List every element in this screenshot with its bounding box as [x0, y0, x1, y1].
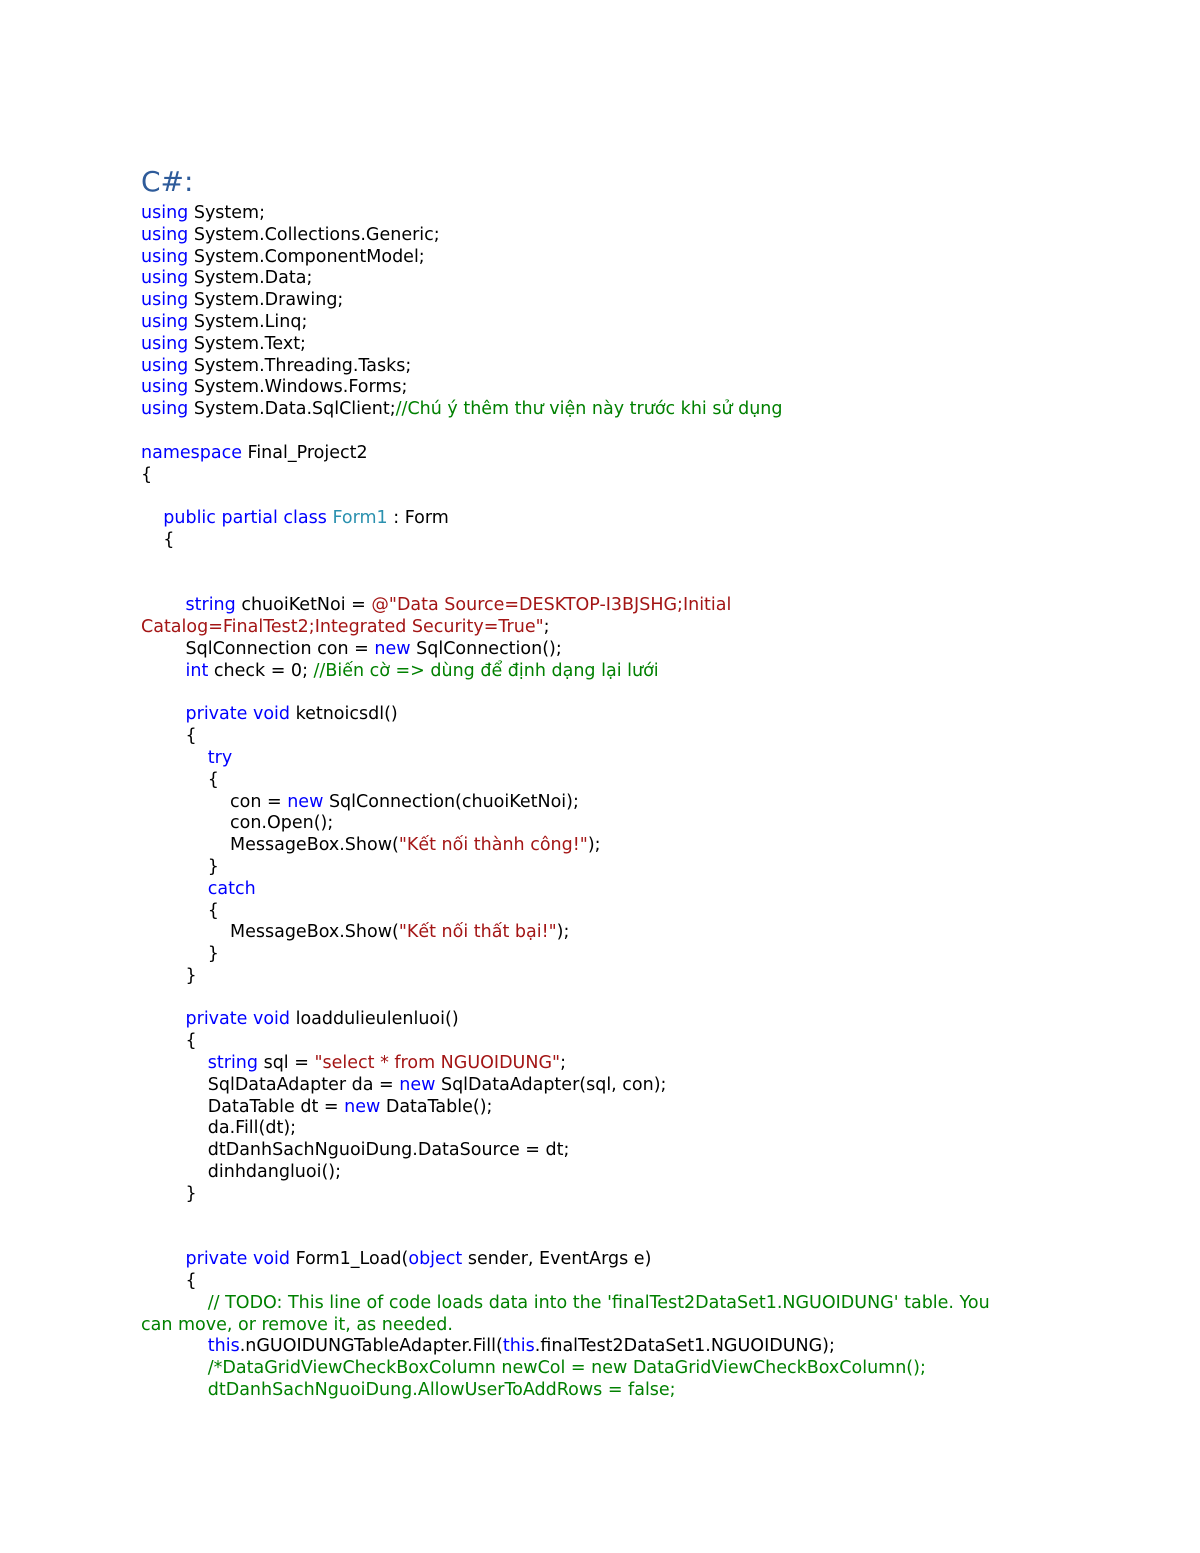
code-text: System.Data.SqlClient;	[188, 399, 396, 420]
code-comment: //Biến cờ => dùng để định dạng lại lưới	[313, 660, 659, 681]
code-text: System.Text;	[188, 333, 306, 354]
code-text: System.Linq;	[188, 311, 308, 332]
code-text: System.ComponentModel;	[188, 246, 425, 267]
code-keyword: this	[502, 1336, 535, 1357]
code-line	[141, 486, 1141, 508]
code-keyword: using	[141, 268, 189, 289]
code-line	[141, 595, 1141, 617]
code-text: SqlDataAdapter(sql, con);	[435, 1074, 667, 1095]
code-text	[141, 1249, 186, 1269]
code-keyword: object	[408, 1249, 463, 1270]
code-line	[141, 1162, 1141, 1184]
code-line	[141, 922, 1141, 944]
code-line	[141, 1053, 1141, 1075]
code-keyword: new	[344, 1096, 381, 1117]
code-line	[141, 1184, 1141, 1206]
language-heading: C#:	[141, 165, 194, 198]
code-line	[141, 944, 1141, 966]
code-line	[141, 225, 1141, 247]
code-line	[141, 813, 1141, 835]
code-keyword: int	[185, 660, 209, 681]
code-text: }	[141, 944, 219, 965]
code-line	[141, 443, 1141, 465]
code-line	[141, 334, 1141, 356]
code-text: da.Fill(dt);	[141, 1118, 297, 1139]
code-line	[141, 857, 1141, 879]
code-type: Form1	[332, 508, 388, 529]
code-text	[141, 704, 186, 724]
code-line	[141, 290, 1141, 312]
code-line	[141, 356, 1141, 378]
code-text	[141, 748, 208, 768]
code-line	[141, 399, 1141, 421]
code-text: {	[141, 1031, 197, 1052]
code-string: "select * from NGUOIDUNG"	[314, 1053, 561, 1074]
code-text: ;	[560, 1053, 566, 1074]
code-line	[141, 748, 1141, 770]
code-line	[141, 312, 1141, 334]
code-keyword: string	[207, 1053, 259, 1074]
code-text: DataTable();	[380, 1096, 493, 1117]
code-text: SqlConnection();	[410, 638, 562, 659]
code-line	[141, 1380, 1141, 1402]
code-line	[141, 639, 1141, 661]
code-keyword: public	[163, 508, 216, 529]
code-line	[141, 683, 1141, 705]
code-keyword: using	[141, 224, 189, 245]
code-line	[141, 988, 1141, 1010]
code-text: .finalTest2DataSet1.NGUOIDUNG);	[534, 1336, 835, 1357]
code-keyword: using	[141, 311, 189, 332]
code-line	[141, 770, 1141, 792]
code-line	[141, 574, 1141, 596]
code-text	[141, 595, 186, 615]
code-text: Final_Project2	[241, 442, 368, 463]
code-keyword: void	[252, 1249, 291, 1270]
code-line	[141, 726, 1141, 748]
code-text: ketnoicsdl()	[290, 704, 398, 725]
code-text: sql =	[258, 1053, 315, 1074]
code-text	[141, 1380, 208, 1400]
code-text: dtDanhSachNguoiDung.DataSource = dt;	[141, 1140, 570, 1161]
code-text: MessageBox.Show(	[141, 835, 399, 856]
code-text: System.Windows.Forms;	[188, 377, 408, 398]
code-string: "Kết nối thất bại!"	[398, 922, 557, 943]
code-string: Catalog=FinalTest2;Integrated Security=True"	[141, 617, 544, 638]
code-keyword: private	[185, 704, 248, 725]
code-keyword: void	[252, 1009, 291, 1030]
code-line	[141, 1358, 1141, 1380]
code-string: "Kết nối thành công!"	[398, 835, 588, 856]
code-line	[141, 247, 1141, 269]
code-keyword: using	[141, 399, 189, 420]
code-text: {	[141, 464, 153, 485]
code-text: ;	[543, 617, 550, 638]
code-line	[141, 704, 1141, 726]
code-line	[141, 1206, 1141, 1228]
code-text: DataTable dt =	[141, 1096, 345, 1117]
code-text: con.Open();	[141, 813, 334, 834]
code-text	[141, 661, 186, 681]
code-text	[141, 1009, 186, 1029]
code-block	[141, 203, 1141, 1402]
code-keyword: partial	[221, 508, 278, 529]
code-line	[141, 879, 1141, 901]
code-text	[141, 1358, 208, 1378]
code-line	[141, 268, 1141, 290]
code-text: Form1_Load(	[290, 1249, 409, 1270]
code-keyword: new	[287, 791, 324, 812]
code-line	[141, 1140, 1141, 1162]
code-text: loaddulieulenluoi()	[290, 1009, 459, 1030]
code-keyword: namespace	[141, 442, 242, 463]
code-text: chuoiKetNoi =	[235, 595, 372, 616]
code-line	[141, 1075, 1141, 1097]
code-line	[141, 203, 1141, 225]
code-line	[141, 1249, 1141, 1271]
code-comment: dtDanhSachNguoiDung.AllowUserToAddRows = false;	[207, 1380, 676, 1401]
code-comment: can move, or remove it, as needed.	[141, 1314, 453, 1335]
code-text: check = 0;	[208, 660, 314, 681]
code-keyword: private	[185, 1249, 248, 1270]
code-text: {	[141, 529, 175, 550]
code-line	[141, 530, 1141, 552]
code-text: System.Threading.Tasks;	[188, 355, 412, 376]
code-line	[141, 552, 1141, 574]
code-text: SqlConnection con =	[141, 638, 375, 659]
code-keyword: using	[141, 377, 189, 398]
code-line	[141, 377, 1141, 399]
code-keyword: new	[374, 638, 411, 659]
code-text: }	[141, 1183, 197, 1204]
code-text: {	[141, 1271, 197, 1292]
code-line	[141, 1315, 1141, 1337]
code-text: MessageBox.Show(	[141, 922, 399, 943]
code-keyword: using	[141, 333, 189, 354]
code-keyword: private	[185, 1009, 248, 1030]
code-text: }	[141, 856, 219, 877]
code-text: }	[141, 965, 197, 986]
code-keyword: try	[207, 747, 233, 768]
code-keyword: using	[141, 290, 189, 311]
code-keyword: class	[283, 508, 327, 529]
code-line	[141, 421, 1141, 443]
code-text	[141, 508, 163, 528]
code-string: @"Data Source=DESKTOP-I3BJSHG;Initial	[371, 595, 732, 616]
code-line	[141, 1009, 1141, 1031]
code-line	[141, 1293, 1141, 1315]
code-text: {	[141, 769, 219, 790]
code-keyword: new	[399, 1074, 436, 1095]
code-text: );	[587, 835, 601, 856]
code-text: con =	[141, 791, 288, 812]
code-keyword: using	[141, 355, 189, 376]
code-line	[141, 1271, 1141, 1293]
code-keyword: catch	[207, 878, 256, 899]
code-text: System;	[188, 203, 265, 223]
code-text: System.Collections.Generic;	[188, 224, 440, 245]
code-text	[141, 1293, 208, 1313]
code-text: {	[141, 900, 219, 921]
code-text: SqlConnection(chuoiKetNoi);	[323, 791, 579, 812]
code-line	[141, 1097, 1141, 1119]
code-keyword: using	[141, 203, 189, 223]
code-text: dinhdangluoi();	[141, 1162, 342, 1183]
code-text: {	[141, 726, 197, 747]
code-text	[141, 1336, 208, 1356]
code-line	[141, 792, 1141, 814]
code-text: System.Data;	[188, 268, 313, 289]
code-line	[141, 661, 1141, 683]
code-line	[141, 1031, 1141, 1053]
code-line	[141, 508, 1141, 530]
code-text: sender, EventArgs e)	[462, 1249, 652, 1270]
code-text: System.Drawing;	[188, 290, 344, 311]
code-text: .nGUOIDUNGTableAdapter.Fill(	[239, 1336, 503, 1357]
code-line	[141, 1118, 1141, 1140]
document-page	[141, 163, 1141, 1402]
code-line	[141, 1227, 1141, 1249]
code-text	[141, 879, 208, 899]
code-keyword: string	[185, 595, 236, 616]
code-line	[141, 901, 1141, 923]
code-line	[141, 966, 1141, 988]
code-keyword: this	[207, 1336, 240, 1357]
code-text: : Form	[387, 508, 449, 529]
code-comment: //Chú ý thêm thư viện này trước khi sử dụng	[395, 399, 783, 420]
code-text: SqlDataAdapter da =	[141, 1074, 400, 1095]
code-comment: // TODO: This line of code loads data into the 'finalTest2DataSet1.NGUOIDUNG' table. You	[207, 1292, 990, 1313]
code-text	[141, 1053, 208, 1073]
code-text: );	[556, 922, 570, 943]
code-comment: /*DataGridViewCheckBoxColumn newCol = new DataGridViewCheckBoxColumn();	[207, 1358, 926, 1379]
code-line	[141, 617, 1141, 639]
code-keyword: using	[141, 246, 189, 267]
code-line	[141, 1336, 1141, 1358]
code-keyword: void	[252, 704, 291, 725]
code-line	[141, 465, 1141, 487]
code-line	[141, 835, 1141, 857]
